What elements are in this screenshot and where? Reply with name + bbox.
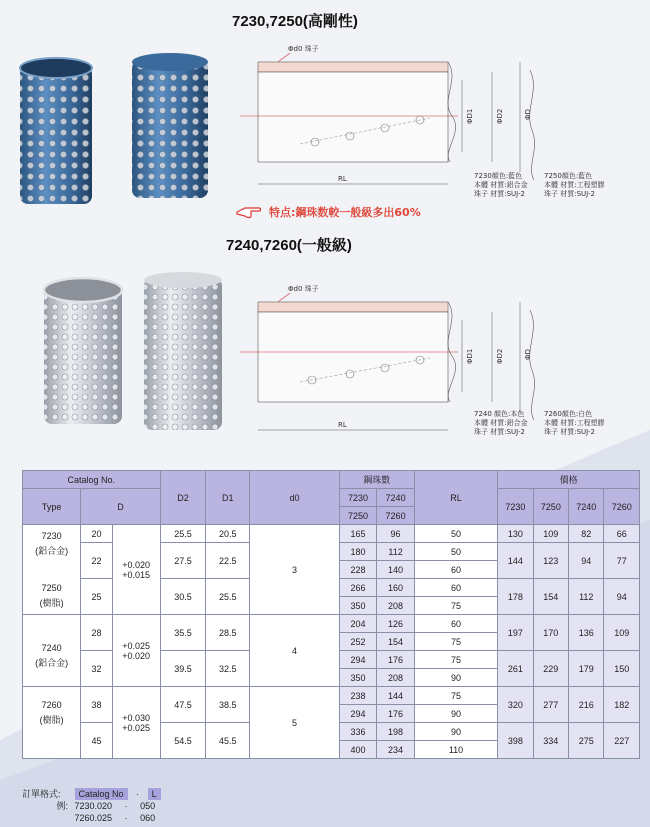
- balls-cell: 336: [339, 723, 377, 741]
- separator-dot: ·: [124, 813, 128, 823]
- balls-cell: 160: [377, 579, 415, 597]
- pointing-hand-icon: [235, 204, 263, 220]
- example-length: 060: [140, 813, 156, 823]
- price-cell: 334: [533, 723, 568, 759]
- price-cell: 170: [533, 615, 568, 651]
- example-length: 050: [140, 801, 156, 811]
- product-photo-silver: [40, 272, 230, 437]
- note-line: 7260顏色:白色: [544, 410, 593, 418]
- price-cell: 109: [604, 615, 640, 651]
- type-code: 7230: [41, 530, 62, 541]
- header-type: Type: [23, 489, 81, 525]
- spec-table: [22, 470, 640, 759]
- tolerance-lower: +0.015: [122, 569, 150, 580]
- note-line: 本體 材質:工程塑膠: [544, 419, 605, 427]
- price-cell: 229: [533, 651, 568, 687]
- balls-cell: 180: [339, 543, 377, 561]
- d-cell: 22: [81, 543, 112, 579]
- note-line: 7250顏色:藍色: [544, 172, 593, 180]
- price-cell: 275: [569, 723, 604, 759]
- rl-cell: 60: [414, 579, 497, 597]
- price-cell: 109: [533, 525, 568, 543]
- price-cell: 77: [604, 543, 640, 579]
- tolerance-lower: +0.025: [122, 722, 150, 733]
- type-cell: [23, 525, 81, 615]
- catalog-no-chip: Catalog No: [75, 788, 128, 800]
- price-cell: 216: [569, 687, 604, 723]
- price-cell: 123: [533, 543, 568, 579]
- tolerance-cell: [112, 687, 160, 759]
- price-cell: 178: [498, 579, 533, 615]
- price-cell: 398: [498, 723, 533, 759]
- note-line: 珠子 材質:SUJ-2: [474, 428, 525, 436]
- rl-cell: 50: [414, 525, 497, 543]
- balls-cell: 96: [377, 525, 415, 543]
- header-price-sub: 7250: [533, 489, 568, 525]
- rl-cell: 110: [414, 741, 497, 759]
- table-row: [23, 615, 640, 633]
- d-cell: 25: [81, 579, 112, 615]
- d-cell: 28: [81, 615, 112, 651]
- product-photo-blue: [14, 50, 224, 210]
- dim-d1-1: ΦD1: [466, 108, 474, 124]
- price-cell: 320: [498, 687, 533, 723]
- d1-cell: 38.5: [206, 687, 250, 723]
- dim-d2-1: ΦD2: [496, 108, 504, 124]
- d2-cell: 30.5: [160, 579, 206, 615]
- rl-cell: 60: [414, 561, 497, 579]
- header-price-sub: 7230: [498, 489, 533, 525]
- type-cell: [23, 687, 81, 759]
- price-cell: 66: [604, 525, 640, 543]
- dim-d-2: ΦD: [524, 349, 532, 360]
- balls-cell: 294: [339, 705, 377, 723]
- balls-cell: 198: [377, 723, 415, 741]
- d1-cell: 32.5: [206, 651, 250, 687]
- section2-title: 7240,7260(一般級): [226, 237, 352, 254]
- example-row: [22, 812, 161, 824]
- balls-cell: 176: [377, 705, 415, 723]
- table-row: [23, 687, 640, 705]
- rl-cell: 75: [414, 651, 497, 669]
- type-material: (鋁合金): [35, 545, 69, 556]
- balls-cell: 204: [339, 615, 377, 633]
- type-code: 7260: [41, 699, 62, 710]
- example-row: [22, 800, 161, 812]
- price-cell: 182: [604, 687, 640, 723]
- price-cell: 277: [533, 687, 568, 723]
- tolerance-upper: +0.025: [122, 640, 150, 651]
- price-cell: 179: [569, 651, 604, 687]
- balls-cell: 400: [339, 741, 377, 759]
- price-cell: 94: [604, 579, 640, 615]
- rl-cell: 90: [414, 705, 497, 723]
- d0-label-1: Φd0 珠子: [288, 45, 319, 53]
- note-line: 珠子 材質:SUJ-2: [544, 428, 595, 436]
- price-cell: 112: [569, 579, 604, 615]
- d-cell: 45: [81, 723, 112, 759]
- price-cell: 136: [569, 615, 604, 651]
- dim-d-1: ΦD: [524, 109, 532, 120]
- d-cell: 20: [81, 525, 112, 543]
- header-rl: RL: [414, 471, 497, 525]
- d1-cell: 45.5: [206, 723, 250, 759]
- balls-cell: 208: [377, 597, 415, 615]
- header-d2: D2: [160, 471, 206, 525]
- rl-cell: 75: [414, 633, 497, 651]
- balls-cell: 228: [339, 561, 377, 579]
- d1-cell: 28.5: [206, 615, 250, 651]
- d1-cell: 25.5: [206, 579, 250, 615]
- price-cell: 150: [604, 651, 640, 687]
- balls-cell: 208: [377, 669, 415, 687]
- header-price: 價格: [498, 471, 640, 489]
- d2-cell: 47.5: [160, 687, 206, 723]
- tolerance-upper: +0.030: [122, 712, 150, 723]
- balls-cell: 266: [339, 579, 377, 597]
- balls-cell: 252: [339, 633, 377, 651]
- price-cell: 154: [533, 579, 568, 615]
- feature-text: 特点:鋼珠数較一般級多出60%: [269, 206, 421, 219]
- balls-cell: 350: [339, 669, 377, 687]
- rl-cell: 60: [414, 615, 497, 633]
- header-d1: D1: [206, 471, 250, 525]
- balls-cell: 294: [339, 651, 377, 669]
- header-balls-sub: 7260: [377, 507, 415, 525]
- type-material: (鋁合金): [35, 657, 69, 668]
- order-format: [22, 788, 161, 824]
- price-cell: 197: [498, 615, 533, 651]
- rl-cell: 90: [414, 723, 497, 741]
- d2-cell: 39.5: [160, 651, 206, 687]
- rl-cell: 75: [414, 687, 497, 705]
- d1-cell: 20.5: [206, 525, 250, 543]
- header-price-sub: 7260: [604, 489, 640, 525]
- balls-cell: 238: [339, 687, 377, 705]
- order-format-label: 訂單格式:: [22, 789, 61, 799]
- order-format-row: [22, 788, 161, 800]
- tolerance-cell: [112, 525, 160, 615]
- balls-cell: 126: [377, 615, 415, 633]
- d2-cell: 54.5: [160, 723, 206, 759]
- tolerance-lower: +0.020: [122, 650, 150, 661]
- separator-dot: ·: [136, 789, 140, 799]
- note-line: 本體 材質:鋁合金: [474, 419, 528, 427]
- header-d: D: [81, 489, 160, 525]
- dim-d1-2: ΦD1: [466, 348, 474, 364]
- price-cell: 144: [498, 543, 533, 579]
- rl-label-2: RL: [338, 421, 347, 429]
- balls-cell: 140: [377, 561, 415, 579]
- tolerance-upper: +0.020: [122, 559, 150, 570]
- type-material: (樹脂): [39, 714, 64, 725]
- header-balls-sub: 7240: [377, 489, 415, 507]
- balls-cell: 144: [377, 687, 415, 705]
- separator-dot: ·: [124, 801, 128, 811]
- example-code: 7230.020: [74, 801, 113, 811]
- type-code: 7240: [41, 642, 62, 653]
- d1-cell: 22.5: [206, 543, 250, 579]
- header-balls-sub: 7230: [339, 489, 377, 507]
- price-cell: 130: [498, 525, 533, 543]
- d2-cell: 25.5: [160, 525, 206, 543]
- d2-cell: 27.5: [160, 543, 206, 579]
- note-line: 7240 顏色:本色: [474, 410, 525, 418]
- d-cell: 32: [81, 651, 112, 687]
- type-cell: [23, 615, 81, 687]
- rl-cell: 50: [414, 543, 497, 561]
- note-line: 珠子 材質:SUJ-2: [544, 190, 595, 198]
- type-material: (樹脂): [39, 597, 64, 608]
- price-cell: 227: [604, 723, 640, 759]
- balls-cell: 112: [377, 543, 415, 561]
- header-catalog: Catalog No.: [23, 471, 161, 489]
- tolerance-cell: [112, 615, 160, 687]
- note-line: 本體 材質:鋁合金: [474, 181, 528, 189]
- rl-cell: 90: [414, 669, 497, 687]
- example-code: 7260.025: [74, 813, 113, 823]
- d0-cell: 4: [250, 615, 340, 687]
- rl-cell: 75: [414, 597, 497, 615]
- price-cell: 82: [569, 525, 604, 543]
- d0-cell: 5: [250, 687, 340, 759]
- dim-d2-2: ΦD2: [496, 348, 504, 364]
- type-code: 7250: [41, 582, 62, 593]
- price-cell: 261: [498, 651, 533, 687]
- d0-cell: 3: [250, 525, 340, 615]
- section1-title: 7230,7250(高剛性): [232, 13, 358, 30]
- header-d0: d0: [250, 471, 340, 525]
- note-line: 珠子 材質:SUJ-2: [474, 190, 525, 198]
- rl-label-1: RL: [338, 175, 347, 183]
- length-chip: L: [148, 788, 161, 800]
- header-balls-sub: 7250: [339, 507, 377, 525]
- price-cell: 94: [569, 543, 604, 579]
- table-row: [23, 525, 640, 543]
- d-cell: 38: [81, 687, 112, 723]
- balls-cell: 165: [339, 525, 377, 543]
- balls-cell: 350: [339, 597, 377, 615]
- note-line: 7230顏色:藍色: [474, 172, 523, 180]
- feature-callout: [235, 202, 421, 222]
- header-price-sub: 7240: [569, 489, 604, 525]
- balls-cell: 176: [377, 651, 415, 669]
- d2-cell: 35.5: [160, 615, 206, 651]
- note-line: 本體 材質:工程塑膠: [544, 181, 605, 189]
- example-label: 例:: [56, 801, 68, 811]
- header-balls: 鋼珠數: [339, 471, 414, 489]
- d0-label-2: Φd0 珠子: [288, 285, 319, 293]
- balls-cell: 154: [377, 633, 415, 651]
- balls-cell: 234: [377, 741, 415, 759]
